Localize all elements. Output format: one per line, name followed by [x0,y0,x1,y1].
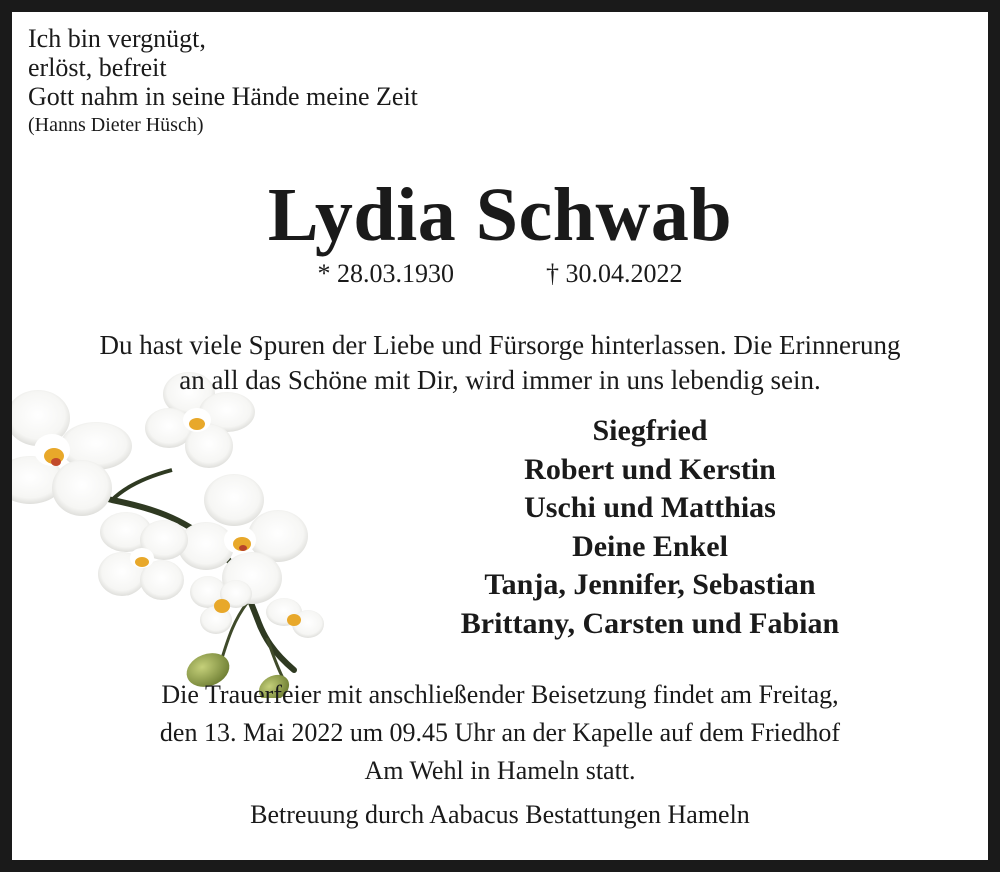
funeral-line: Am Wehl in Hameln statt. [364,756,636,785]
poem-line: Ich bin vergnügt, [28,24,206,53]
mourner-name: Brittany, Carsten und Fabian [460,606,840,640]
poem [28,24,418,139]
funeral-details [12,676,988,790]
mourner-name: Tanja, Jennifer, Sebastian [484,568,816,601]
funeral-line: den 13. Mai 2022 um 09.45 Uhr an der Kapelle auf dem Friedhof [159,718,841,747]
birth-date: * 28.03.1930 [317,259,454,288]
poem-line: Gott nahm in seine Hände meine Zeit [28,82,418,111]
deceased-name: Lydia Schwab [267,173,733,257]
mourners-list [432,412,868,643]
undertaker-credit: Betreuung durch Aabacus Bestattungen Hameln [250,800,750,829]
poem-line: erlöst, befreit [28,53,167,82]
mourner-name: Uschi und Matthias [524,491,776,524]
mourner-name: Deine Enkel [572,529,728,563]
funeral-line: Die Trauerfeier mit anschließender Beisetzung findet am Freitag, [161,680,839,709]
life-dates [12,258,988,290]
message-line: an all das Schöne mit Dir, wird immer in uns lebendig sein. [179,365,821,395]
mourner-name: Siegfried [592,414,708,447]
death-date: † 30.04.2022 [546,259,683,288]
orchid-image [12,358,352,698]
poem-author: (Hanns Dieter Hüsch) [28,114,204,136]
mourner-name: Robert und Kerstin [524,452,776,486]
remembrance-message [12,328,988,398]
message-line: Du hast viele Spuren der Liebe und Fürsorge hinterlassen. Die Erinnerung [99,330,901,360]
